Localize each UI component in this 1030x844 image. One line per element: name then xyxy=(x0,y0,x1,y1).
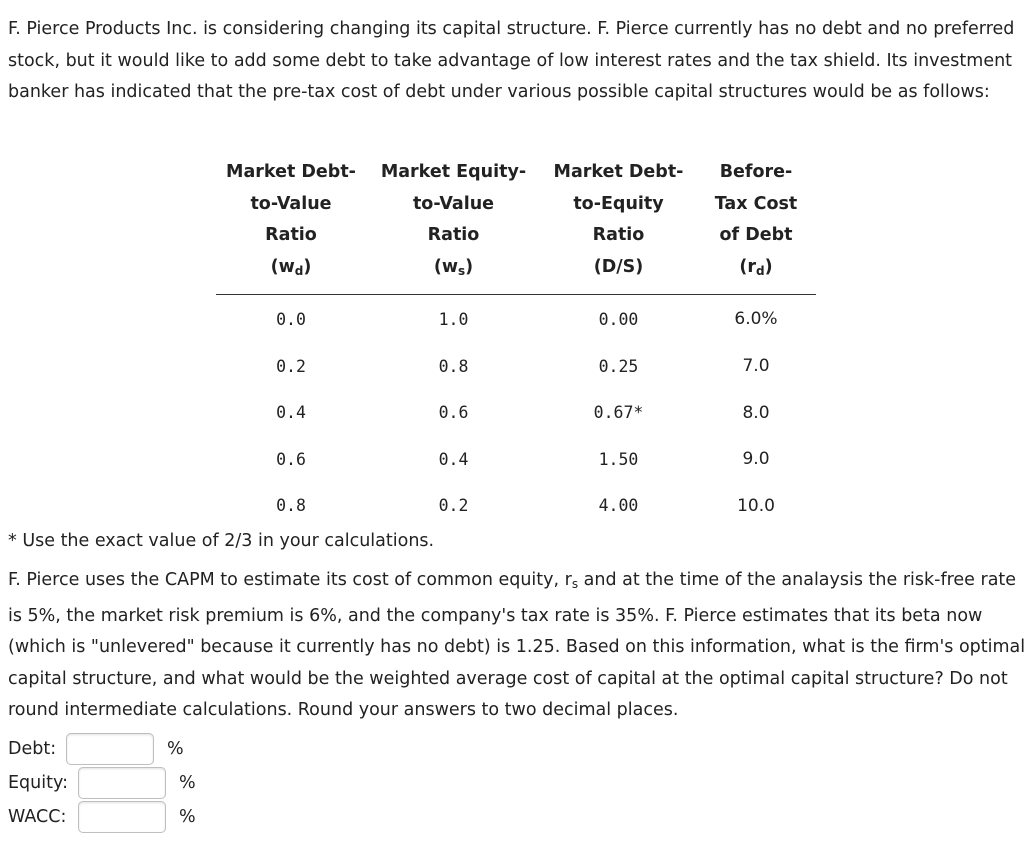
cell-rd: 8.0 xyxy=(742,402,770,423)
cell-wd: 0.0 xyxy=(276,309,306,329)
equity-answer-row xyxy=(8,766,196,800)
cell-rd: 7.0 xyxy=(742,356,770,377)
cell-d-s: 0.67* xyxy=(593,403,644,423)
cell-wd: 0.8 xyxy=(276,496,306,516)
wacc-answer-row xyxy=(8,800,196,834)
cell-ws: 0.8 xyxy=(438,356,469,376)
debt-answer-row xyxy=(8,732,184,766)
header-pretax-cost-of-debt: Before- Tax Cost of Debt $(r_d)$ xyxy=(696,157,816,295)
cell-wd: 0.6 xyxy=(276,449,306,469)
cell-ws: 0.6 xyxy=(438,403,469,423)
cell-ws: 0.4 xyxy=(438,449,469,469)
table-header-row xyxy=(216,157,816,295)
cell-d-s: 4.00 xyxy=(598,496,639,516)
cell-ws: 0.2 xyxy=(438,496,469,516)
cell-wd: 0.4 xyxy=(276,403,306,423)
intro-paragraph: F. Pierce Products Inc. is considering changing its capital structure. F. Pierce currently has no debt and no preferred stock, but it would like to add some debt to take advantage of low interest rates and the tax shield. Its investment banker has indicated that the pre-tax cost of debt under various possible capital structures would be as follows: xyxy=(8,19,1015,102)
cell-wd: 0.2 xyxy=(276,356,306,376)
cell-ws: 1.0 xyxy=(438,309,469,329)
footnote: * Use the exact value of 2/3 in your calculations. xyxy=(8,531,435,551)
table-row xyxy=(216,343,816,390)
table-row xyxy=(216,483,816,530)
header-equity-to-value: Market Equity- to-Value Ratio $(w_s)$ xyxy=(366,157,541,295)
equity-label: Equity: xyxy=(8,773,68,793)
wacc-label: WACC: xyxy=(8,807,67,827)
cell-rd: 10.0 xyxy=(737,495,775,516)
debt-percent-unit: % xyxy=(167,739,184,759)
header-debt-to-value: Market Debt- to-Value Ratio $(w_d)$ xyxy=(216,157,366,295)
table-row xyxy=(216,436,816,483)
cell-d-s: 1.50 xyxy=(598,449,639,469)
question-paragraph: F. Pierce uses the CAPM to estimate its cost of common equity, $r_s$ and at the time of the analaysis the risk-free rate is 5%, the market risk premium is 6%, and the company's tax rate is 35%. F. Pierce estimates that its beta now (which is "unlevered" because it currently has no debt) is 1.25. Based on this information, what is the firm's optimal capital structure, and what would be the weighted average cost of capital at the optimal capital structure? Do not round intermediate calculations. Round your answers to two decimal places. xyxy=(8,570,1026,720)
wacc-percent-unit: % xyxy=(179,807,196,827)
wacc-input[interactable] xyxy=(78,801,166,833)
header-debt-to-equity: Market Debt- to-Equity Ratio (D/S) xyxy=(541,157,696,295)
debt-label: Debt: xyxy=(8,739,57,759)
cell-d-s: 0.00 xyxy=(598,309,639,329)
cell-rd: 9.0 xyxy=(742,449,770,470)
capital-structure-table xyxy=(216,157,816,529)
table-row xyxy=(216,390,816,437)
equity-percent-unit: % xyxy=(179,773,196,793)
equity-input[interactable] xyxy=(78,767,166,799)
cell-rd: 6.0% xyxy=(734,309,778,329)
debt-input[interactable] xyxy=(66,733,154,765)
cell-d-s: 0.25 xyxy=(598,356,639,376)
table-row xyxy=(216,295,816,344)
